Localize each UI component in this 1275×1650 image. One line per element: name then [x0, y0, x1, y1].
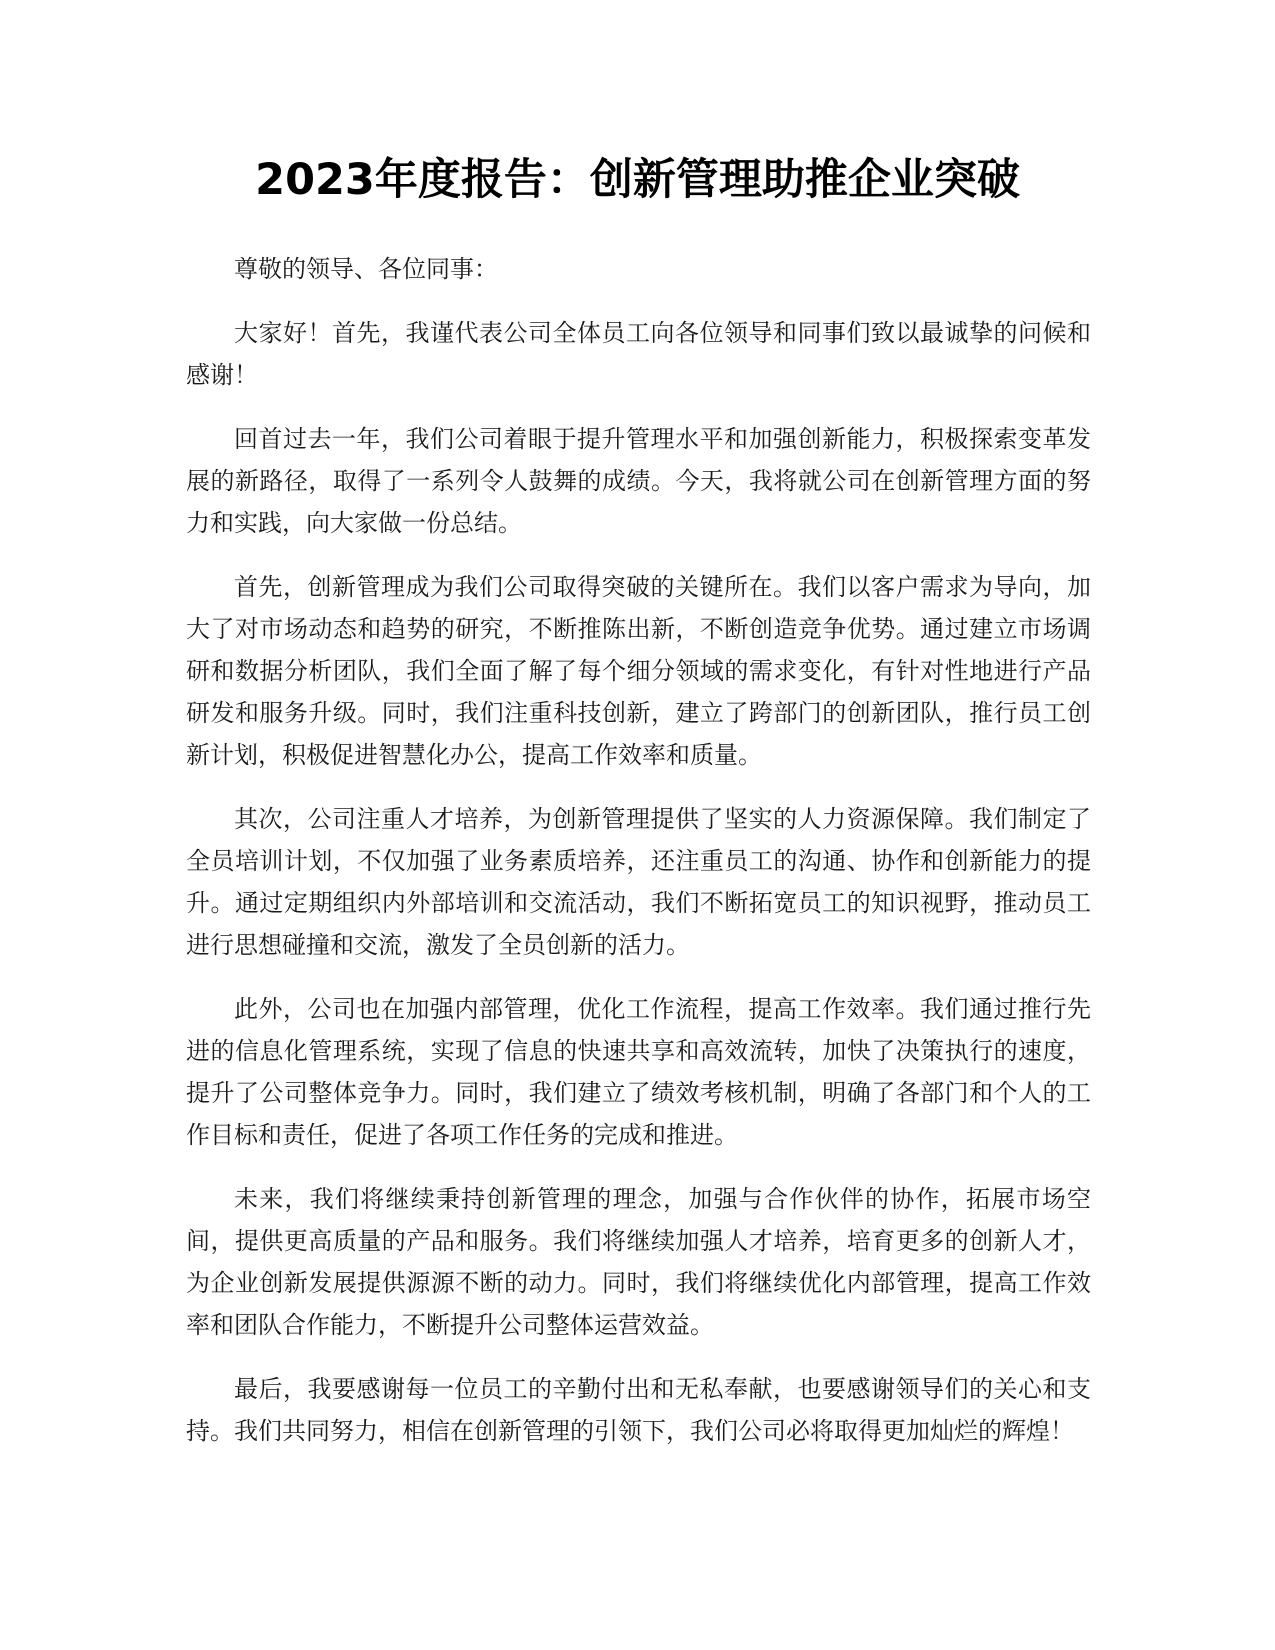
review-paragraph: 回首过去一年，我们公司着眼于提升管理水平和加强创新能力，积极探索变革发展的新路径，取得了一系列令人鼓舞的成绩。今天，我将就公司在创新管理方面的努力和实践，向大家做一份总结。	[186, 425, 1091, 537]
greeting-paragraph: 大家好！首先，我谨代表公司全体员工向各位领导和同事们致以最诚挚的问候和感谢！	[186, 319, 1091, 389]
document-title: 2023年度报告：创新管理助推企业突破	[255, 155, 1020, 205]
management-paragraph: 此外，公司也在加强内部管理，优化工作流程，提高工作效率。我们通过推行先进的信息化管理系统，实现了信息的快速共享和高效流转，加快了决策执行的速度，提升了公司整体竞争力。同时，我们建立了绩效考核机制，明确了各部门和个人的工作目标和责任，促进了各项工作任务的完成和推进。	[186, 995, 1091, 1149]
future-paragraph: 未来，我们将继续秉持创新管理的理念，加强与合作伙伴的协作，拓展市场空间，提供更高质量的产品和服务。我们将继续加强人才培养，培育更多的创新人才，为企业创新发展提供源源不断的动力。同时，我们将继续优化内部管理，提高工作效率和团队合作能力，不断提升公司整体运营效益。	[186, 1185, 1091, 1339]
innovation-paragraph: 首先，创新管理成为我们公司取得突破的关键所在。我们以客户需求为导向，加大了对市场动态和趋势的研究，不断推陈出新，不断创造竞争优势。通过建立市场调研和数据分析团队，我们全面了解了每个细分领域的需求变化，有针对性地进行产品研发和服务升级。同时，我们注重科技创新，建立了跨部门的创新团队，推行员工创新计划，积极促进智慧化办公，提高工作效率和质量。	[186, 573, 1091, 769]
salutation-paragraph: 尊敬的领导、各位同事：	[234, 255, 498, 283]
closing-paragraph: 最后，我要感谢每一位员工的辛勤付出和无私奉献，也要感谢领导们的关心和支持。我们共同努力，相信在创新管理的引领下，我们公司必将取得更加灿烂的辉煌！	[186, 1375, 1091, 1445]
talent-paragraph: 其次，公司注重人才培养，为创新管理提供了坚实的人力资源保障。我们制定了全员培训计划，不仅加强了业务素质培养，还注重员工的沟通、协作和创新能力的提升。通过定期组织内外部培训和交流活动，我们不断拓宽员工的知识视野，推动员工进行思想碰撞和交流，激发了全员创新的活力。	[186, 805, 1091, 959]
document-body	[186, 248, 1091, 1474]
